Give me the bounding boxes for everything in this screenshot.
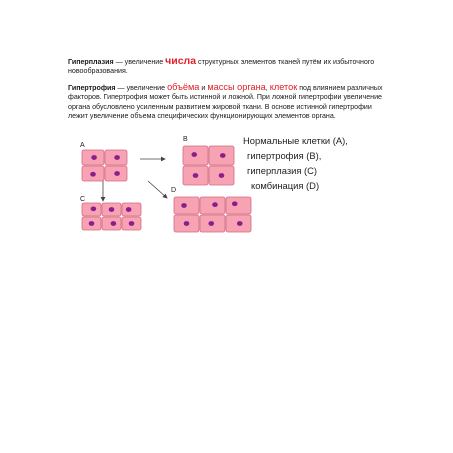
hyperplastic-cell	[122, 203, 141, 216]
hypertrophy-comma: ,	[265, 84, 270, 92]
cell-nucleus	[109, 207, 115, 212]
hypertrophy-intro: — увеличение	[115, 84, 168, 92]
cell-nucleus	[237, 221, 243, 226]
cell-nucleus	[91, 155, 97, 160]
hyperplasia-intro: — увеличение	[113, 58, 166, 66]
label-b: B	[183, 136, 188, 143]
legend-line-normal: Нормальные клетки (A),	[243, 135, 348, 146]
combination-cell	[226, 197, 251, 214]
cell-nucleus	[126, 207, 132, 212]
arrow-a-to-d	[148, 181, 167, 198]
cell-nucleus	[232, 201, 238, 206]
cell-nucleus	[219, 173, 225, 178]
hypertrophy-and: и	[199, 84, 208, 92]
cell-nucleus	[90, 172, 96, 177]
label-c: C	[80, 196, 86, 203]
cell-nucleus	[114, 171, 120, 176]
hypertrophy-highlight-volume: объёма	[167, 82, 200, 92]
label-d: D	[171, 187, 177, 194]
cell-nucleus	[91, 206, 97, 211]
cell-nucleus	[114, 155, 120, 160]
cell-nucleus	[89, 221, 95, 226]
cell-nucleus	[184, 221, 190, 226]
hyperplasia-term: Гиперплазия	[68, 58, 114, 66]
legend-line-hypertrophy: гипертрофия (B),	[247, 150, 322, 161]
hyperplasia-rest: структурных элементов тканей путём их избыточного новообразования.	[68, 58, 375, 76]
cell-nucleus	[191, 152, 197, 157]
hyperplasia-highlight: числа	[165, 55, 197, 67]
legend-line-combination: комбинация (D)	[251, 180, 320, 191]
cell-nucleus	[220, 153, 226, 158]
legend-line-hyperplasia: гиперплазия (C)	[247, 165, 318, 176]
cell-nucleus	[111, 221, 117, 226]
label-a: A	[80, 142, 85, 149]
hypertrophy-rest: под влиянием различных факторов. Гипертрофия может быть истинной и ложной. При ложной гипертрофии увеличение органа обусловлено усиленным развитием жировой ткани. В основе истинной гипертрофии лежит увеличение объема специфических функционирующих элементов органа.	[68, 84, 383, 121]
cell-nucleus	[193, 173, 199, 178]
cell-nucleus	[181, 203, 187, 208]
hypertrophy-highlight-mass: массы органа	[207, 82, 266, 92]
cell-nucleus	[208, 221, 214, 226]
hypertrophy-term: Гипертрофия	[68, 84, 116, 92]
hypertrophy-highlight-cells: клеток	[269, 82, 298, 92]
cell-nucleus	[129, 221, 135, 226]
cell-nucleus	[212, 202, 218, 207]
